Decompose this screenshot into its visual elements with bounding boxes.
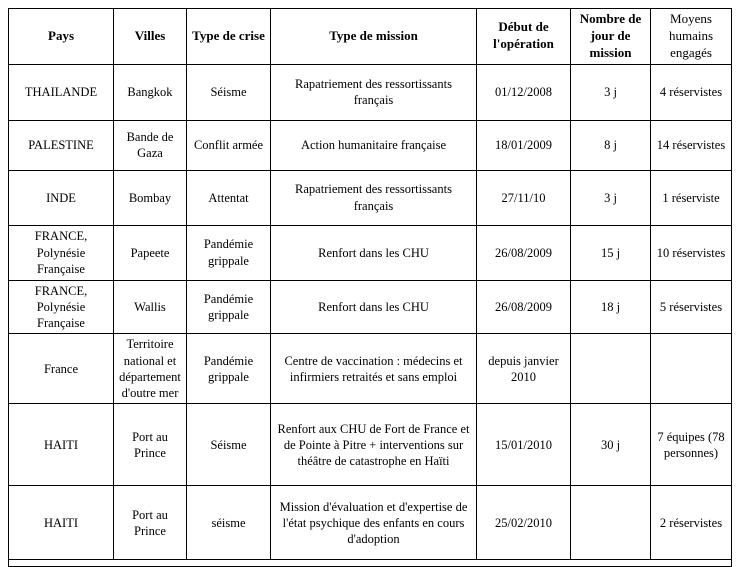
table-cell-type-de-mission: Action humanitaire française	[271, 120, 477, 170]
table-cell-pays: FRANCE, Polynésie Française	[9, 225, 114, 280]
table-cell-debut-operation: 01/12/2008	[477, 64, 571, 120]
table-cell-nombre-jours-mission	[571, 334, 651, 404]
table-cell-villes: Wallis	[114, 280, 187, 334]
table-row	[9, 64, 732, 120]
table-cell-type-de-mission: Renfort aux CHU de Fort de France et de Pointe à Pitre + interventions sur théâtre de catastrophe en Haïti	[271, 404, 477, 486]
column-header-nombre-jours-mission: Nombre de jour de mission	[571, 9, 651, 65]
table-row	[9, 170, 732, 225]
table-cell-moyens-humains: 2 réservistes	[651, 486, 732, 560]
table-cell-villes: Bande de Gaza	[114, 120, 187, 170]
table-cell-moyens-humains	[651, 334, 732, 404]
table-cell-debut-operation: 26/08/2009	[477, 225, 571, 280]
column-header-moyens-humains: Moyens humains engagés	[651, 9, 732, 65]
table-cell-villes: Papeete	[114, 225, 187, 280]
table-cell-villes: Bombay	[114, 170, 187, 225]
table-cell-moyens-humains: 10 réservistes	[651, 225, 732, 280]
table-cell-type-de-mission: Rapatriement des ressortissants français	[271, 64, 477, 120]
table-cell-moyens-humains: 4 réservistes	[651, 64, 732, 120]
table-cell-type-de-crise: Séisme	[187, 404, 271, 486]
table-cell-type-de-mission: Centre de vaccination : médecins et infirmiers retraités et sans emploi	[271, 334, 477, 404]
table-cell-moyens-humains: 7 équipes (78 personnes)	[651, 404, 732, 486]
table-cell-villes: Port au Prince	[114, 404, 187, 486]
table-header	[9, 9, 732, 65]
table-row	[9, 225, 732, 280]
table-cell-type-de-crise: Pandémie grippale	[187, 225, 271, 280]
table-cell-pays: HAITI	[9, 404, 114, 486]
table-cell-nombre-jours-mission	[571, 486, 651, 560]
column-header-type-de-crise: Type de crise	[187, 9, 271, 65]
table-cell-type-de-crise: Séisme	[187, 64, 271, 120]
table-cell-pays: FRANCE, Polynésie Française	[9, 280, 114, 334]
table-cell-debut-operation: 27/11/10	[477, 170, 571, 225]
table-cell-nombre-jours-mission: 8 j	[571, 120, 651, 170]
table-footer	[9, 560, 732, 567]
missions-table	[8, 8, 732, 567]
table-cell-type-de-crise: séisme	[187, 486, 271, 560]
table-cell-type-de-mission: Renfort dans les CHU	[271, 280, 477, 334]
spacer-cell	[9, 560, 732, 567]
table-cell-nombre-jours-mission: 15 j	[571, 225, 651, 280]
table-body	[9, 64, 732, 560]
column-header-villes: Villes	[114, 9, 187, 65]
table-cell-debut-operation: 25/02/2010	[477, 486, 571, 560]
table-cell-villes: Territoire national et département d'outre mer	[114, 334, 187, 404]
table-row	[9, 280, 732, 334]
table-cell-nombre-jours-mission: 3 j	[571, 170, 651, 225]
table-cell-type-de-mission: Rapatriement des ressortissants français	[271, 170, 477, 225]
column-header-pays: Pays	[9, 9, 114, 65]
table-cell-debut-operation: 15/01/2010	[477, 404, 571, 486]
table-cell-nombre-jours-mission: 18 j	[571, 280, 651, 334]
table-cell-pays: HAITI	[9, 486, 114, 560]
table-cell-type-de-crise: Conflit armée	[187, 120, 271, 170]
table-row	[9, 334, 732, 404]
table-cell-villes: Bangkok	[114, 64, 187, 120]
table-cell-nombre-jours-mission: 30 j	[571, 404, 651, 486]
table-row	[9, 120, 732, 170]
table-cell-debut-operation: depuis janvier 2010	[477, 334, 571, 404]
table-cell-debut-operation: 26/08/2009	[477, 280, 571, 334]
table-cell-moyens-humains: 5 réservistes	[651, 280, 732, 334]
table-cell-pays: THAILANDE	[9, 64, 114, 120]
table-cell-pays: France	[9, 334, 114, 404]
table-cell-type-de-crise: Pandémie grippale	[187, 280, 271, 334]
table-cell-pays: INDE	[9, 170, 114, 225]
table-row	[9, 404, 732, 486]
table-header-row	[9, 9, 732, 65]
table-row	[9, 486, 732, 560]
spacer-row	[9, 560, 732, 567]
column-header-type-de-mission: Type de mission	[271, 9, 477, 65]
column-header-debut-operation: Début de l'opération	[477, 9, 571, 65]
table-cell-nombre-jours-mission: 3 j	[571, 64, 651, 120]
table-cell-debut-operation: 18/01/2009	[477, 120, 571, 170]
table-cell-type-de-crise: Pandémie grippale	[187, 334, 271, 404]
table-cell-type-de-mission: Renfort dans les CHU	[271, 225, 477, 280]
table-cell-pays: PALESTINE	[9, 120, 114, 170]
table-cell-type-de-mission: Mission d'évaluation et d'expertise de l'état psychique des enfants en cours d'adoption	[271, 486, 477, 560]
table-cell-moyens-humains: 1 réserviste	[651, 170, 732, 225]
table-cell-villes: Port au Prince	[114, 486, 187, 560]
table-cell-type-de-crise: Attentat	[187, 170, 271, 225]
table-cell-moyens-humains: 14 réservistes	[651, 120, 732, 170]
